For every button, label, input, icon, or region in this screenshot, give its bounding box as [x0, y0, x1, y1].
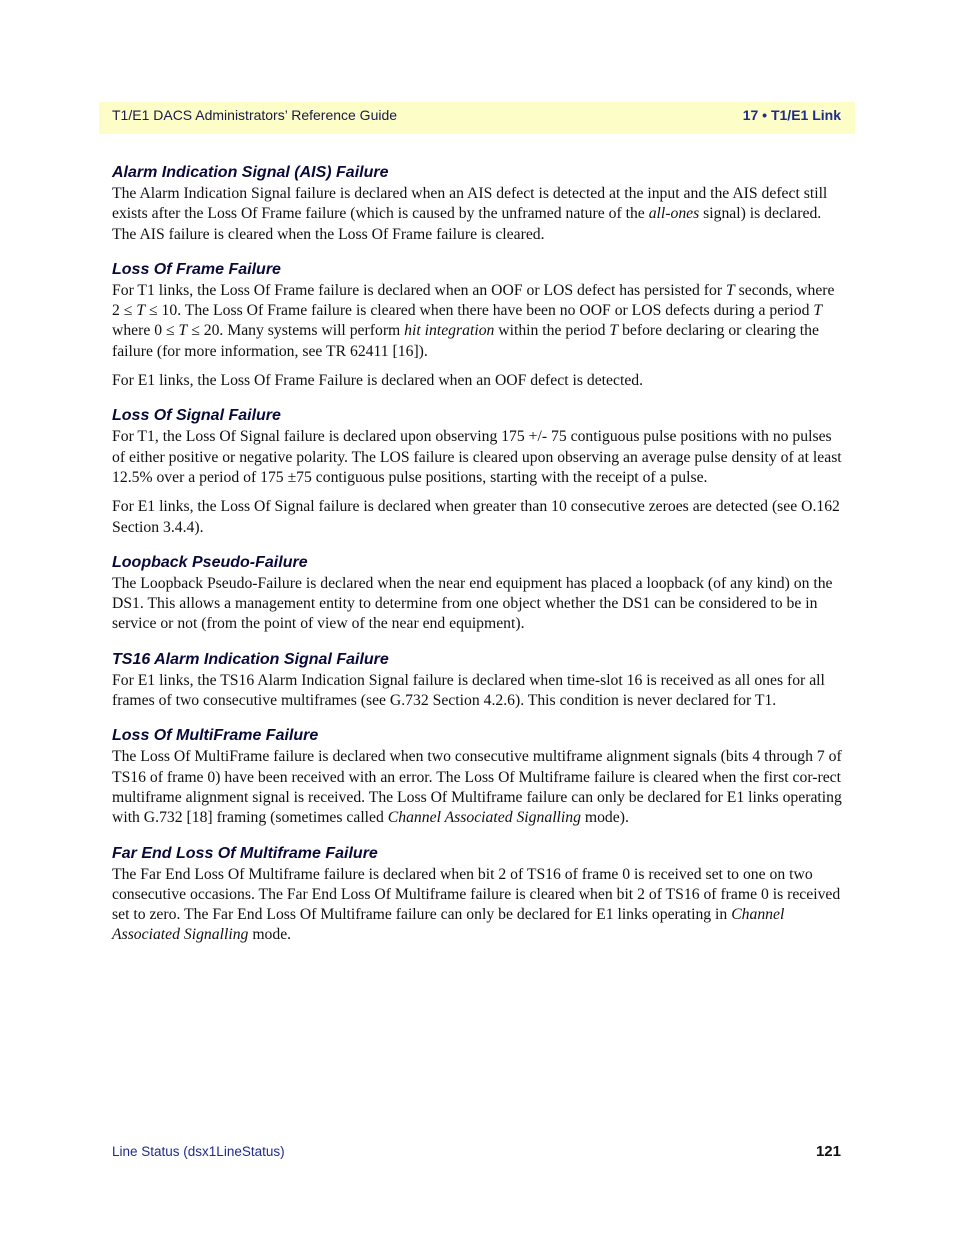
header-guide-title: T1/E1 DACS Administrators’ Reference Guide — [112, 107, 398, 123]
body-paragraph — [112, 747, 842, 828]
body-paragraph — [112, 371, 842, 391]
text-run: signal) is declared. The AIS failure is cleared when the Loss Of Frame failure is cleared. — [112, 205, 822, 243]
text-run: The Alarm Indication Signal failure is declared when an AIS defect is detected at the input and the AIS defect still exists after the Loss Of Frame failure (which is caused by the unframed nature of the — [112, 185, 828, 223]
text-run: The Loss Of MultiFrame failure is declared when two consecutive multiframe alignment signals (bits 4 through 7 of TS16 of frame 0) have been received with an error. The Loss Of Multiframe failure is cleared when the first cor-rect multiframe alignment signal is received. The Loss Of Multiframe failure can only be declared for E1 links operating with G.732 [18] framing (sometimes called — [112, 748, 842, 827]
section-heading: Loss Of MultiFrame Failure — [112, 727, 319, 745]
body-paragraph — [112, 497, 842, 538]
footer-section-title: Line Status (dsx1LineStatus) — [112, 1144, 285, 1159]
body-paragraph — [112, 281, 842, 362]
text-run: within the period — [494, 322, 610, 340]
text-run: mode). — [580, 809, 629, 827]
text-run: ≤ 20. Many systems will perform — [187, 322, 405, 340]
body-paragraph — [112, 184, 842, 245]
emphasis-text: Channel Associated Signalling — [112, 906, 785, 944]
text-run: For T1, the Loss Of Signal failure is declared upon observing 175 +/- 75 contiguous pulse positions with no pulses of either positive or negative polarity. The LOS failure is cleared upon observing an average pulse density of at least 12.5% over a period of 175 ±75 contiguous pulse positions, starting with the receipt of a pulse. — [112, 428, 842, 486]
section-heading: Far End Loss Of Multiframe Failure — [112, 844, 378, 862]
header-chapter: 17 • T1/E1 Link — [742, 107, 841, 123]
section-heading: Loopback Pseudo-Failure — [112, 553, 308, 571]
emphasis-text: T — [726, 281, 735, 299]
body-paragraph — [112, 574, 842, 635]
emphasis-text: T — [609, 322, 619, 340]
page-number: 121 — [815, 1143, 841, 1160]
text-run: For E1 links, the Loss Of Signal failure is declared when greater than 10 consecutive zeroes are detected (see O.162 Section 3.4.4). — [112, 498, 840, 536]
running-header — [99, 102, 855, 134]
emphasis-text: all-ones — [648, 205, 700, 223]
section-heading: Alarm Indication Signal (AIS) Failure — [112, 164, 389, 181]
page-body — [112, 162, 842, 960]
text-run: ≤ 10. The Loss Of Frame failure is cleared when there have been no OOF or LOS defects during a period — [145, 302, 814, 320]
body-paragraph — [112, 865, 842, 946]
section-heading: Loss Of Signal Failure — [112, 407, 281, 425]
emphasis-text: hit integration — [404, 322, 495, 340]
section — [112, 162, 842, 245]
text-run: where 0 ≤ — [112, 322, 179, 340]
text-run: seconds, where 2 ≤ — [112, 281, 835, 320]
text-run: For E1 links, the TS16 Alarm Indication Signal failure is declared when time-slot 16 is received as all ones for all frames of two consecutive multiframes (see G.732 Section 4.2.6). This condition is never declared for T1. — [112, 671, 825, 710]
section — [112, 405, 842, 537]
emphasis-text: T — [136, 302, 146, 320]
text-run: The Far End Loss Of Multiframe failure is declared when bit 2 of TS16 of frame 0 is received set to one on two consecutive occasions. The Far End Loss Of Multiframe failure is cleared when bit 2 of TS16 of frame 0 is received set to zero. The Far End Loss Of Multiframe failure can only be declared for E1 links operating in — [112, 865, 841, 924]
text-run: The Loopback Pseudo-Failure is declared when the near end equipment has placed a loopback (of any kind) on the DS1. This allows a management entity to determine from one object whether the DS1 can be considered to be in service or not (from the point of view of the near end equipment). — [112, 574, 833, 633]
text-run: For T1 links, the Loss Of Frame failure is declared when an OOF or LOS defect has persisted for — [112, 281, 726, 299]
body-paragraph — [112, 427, 842, 488]
emphasis-text: Channel Associated Signalling — [387, 809, 581, 827]
text-run: mode. — [248, 926, 292, 944]
section-heading: Loss Of Frame Failure — [112, 260, 281, 278]
section-heading: TS16 Alarm Indication Signal Failure — [112, 650, 389, 668]
section — [112, 259, 842, 391]
emphasis-text: T — [813, 302, 823, 320]
section — [112, 843, 842, 946]
section — [112, 552, 842, 635]
section — [112, 649, 842, 712]
emphasis-text: T — [178, 322, 188, 340]
text-run: before declaring or clearing the failure (for more information, see TR 62411 [16]). — [112, 322, 819, 360]
text-run: For E1 links, the Loss Of Frame Failure is declared when an OOF defect is detected. — [112, 372, 644, 390]
section — [112, 725, 842, 828]
body-paragraph — [112, 671, 842, 712]
